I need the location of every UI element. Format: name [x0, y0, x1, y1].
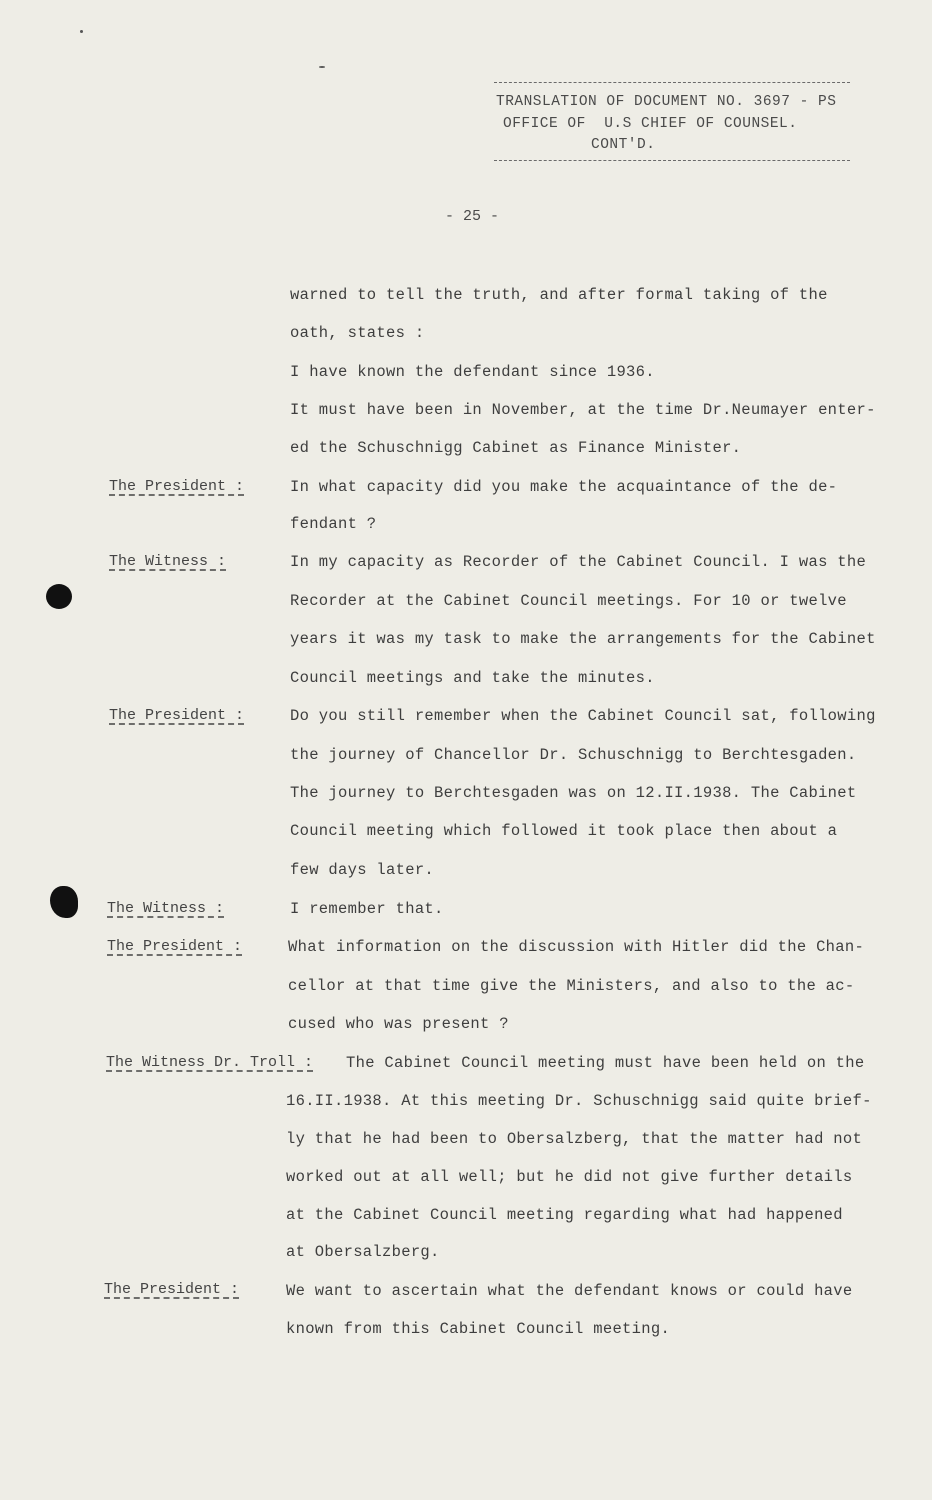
text-line: cellor at that time give the Ministers, and also to the ac-	[288, 977, 855, 995]
text-line: at the Cabinet Council meeting regarding what had happened	[286, 1206, 843, 1224]
text-line: I have known the defendant since 1936.	[290, 363, 655, 381]
text-line: ed the Schuschnigg Cabinet as Finance Minister.	[290, 439, 742, 457]
speaker-label: The Witness Dr. Troll :	[106, 1054, 314, 1071]
header-office: OFFICE OF U.S CHIEF OF COUNSEL.	[503, 116, 798, 132]
text-line: What information on the discussion with Hitler did the Chan-	[288, 938, 865, 956]
speaker-label: The Witness :	[107, 900, 225, 917]
speck-mark	[319, 66, 325, 68]
text-line: worked out at all well; but he did not give further details	[286, 1168, 853, 1186]
header-contd: CONT'D.	[591, 137, 656, 153]
speaker-label: The President :	[107, 938, 243, 955]
text-line: warned to tell the truth, and after formal taking of the	[290, 286, 828, 304]
punch-hole-top	[46, 584, 72, 609]
text-line: few days later.	[290, 861, 435, 879]
text-line: ly that he had been to Obersalzberg, that the matter had not	[286, 1130, 863, 1148]
header-rule-bottom	[494, 160, 850, 161]
text-line: It must have been in November, at the time Dr.Neumayer enter-	[290, 401, 876, 419]
punch-hole-bottom	[50, 886, 78, 918]
text-line: at Obersalzberg.	[286, 1243, 440, 1261]
text-line: The journey to Berchtesgaden was on 12.II.1938. The Cabinet	[290, 784, 857, 802]
text-line: Do you still remember when the Cabinet Council sat, following	[290, 707, 876, 725]
header-document-title: TRANSLATION OF DOCUMENT NO. 3697 - PS	[496, 94, 837, 110]
text-line: years it was my task to make the arrangements for the Cabinet	[290, 630, 876, 648]
text-line: fendant ?	[290, 515, 377, 533]
text-line: oath, states :	[290, 324, 425, 342]
text-line: I remember that.	[290, 900, 444, 918]
speaker-label: The President :	[109, 707, 245, 724]
text-line: The Cabinet Council meeting must have been held on the	[346, 1054, 865, 1072]
text-line: In my capacity as Recorder of the Cabinet Council. I was the	[290, 553, 867, 571]
speaker-label: The President :	[109, 478, 245, 495]
speck-mark	[80, 30, 83, 33]
text-line: cused who was present ?	[288, 1015, 509, 1033]
text-line: In what capacity did you make the acquaintance of the de-	[290, 478, 838, 496]
text-line: We want to ascertain what the defendant knows or could have	[286, 1282, 853, 1300]
speaker-label: The President :	[104, 1281, 240, 1298]
speaker-label: The Witness :	[109, 553, 227, 570]
text-line: known from this Cabinet Council meeting.	[286, 1320, 671, 1338]
text-line: Council meetings and take the minutes.	[290, 669, 655, 687]
text-line: 16.II.1938. At this meeting Dr. Schuschnigg said quite brief-	[286, 1092, 872, 1110]
text-line: Council meeting which followed it took place then about a	[290, 822, 838, 840]
header-rule-top	[494, 82, 850, 83]
text-line: Recorder at the Cabinet Council meetings. For 10 or twelve	[290, 592, 847, 610]
page-number: - 25 -	[445, 208, 500, 225]
text-line: the journey of Chancellor Dr. Schuschnigg to Berchtesgaden.	[290, 746, 857, 764]
